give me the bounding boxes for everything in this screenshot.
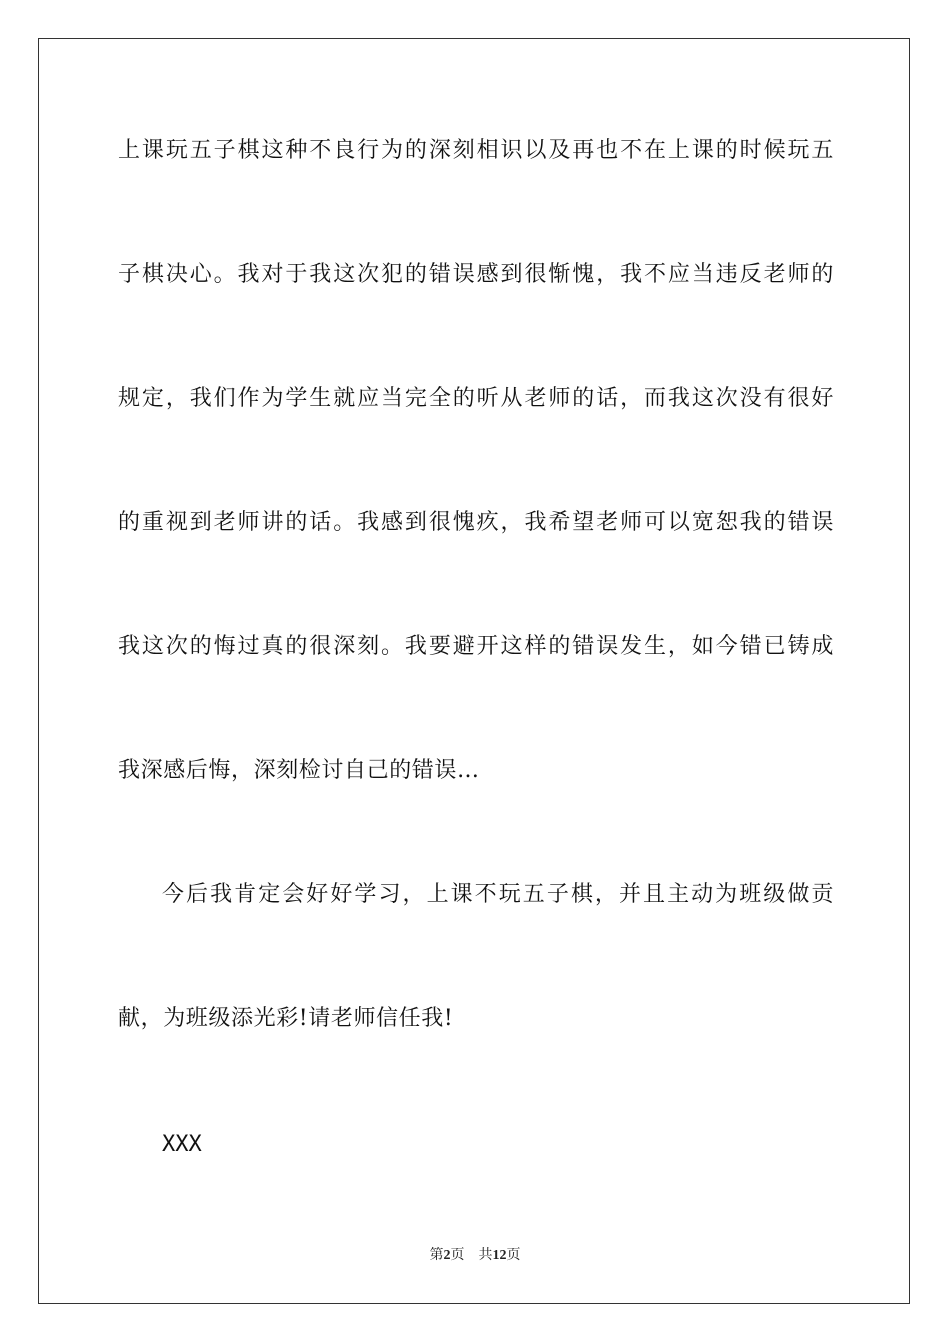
body-line-3: 规定，我们作为学生就应当完全的听从老师的话，而我这次没有很好 xyxy=(118,386,834,411)
page-suffix: 页 xyxy=(450,1247,465,1263)
total-suffix: 页 xyxy=(506,1247,521,1263)
page-border xyxy=(38,38,910,1304)
body-line-6: 我深感后悔，深刻检讨自己的错误… xyxy=(118,758,480,783)
total-prefix: 共 xyxy=(478,1247,493,1263)
body-line-2: 子棋决心。我对于我这次犯的错误感到很惭愧，我不应当违反老师的 xyxy=(118,262,834,287)
page-number: 2 xyxy=(443,1248,451,1263)
page-prefix: 第 xyxy=(429,1247,444,1263)
total-pages: 12 xyxy=(492,1248,507,1263)
signature: XXX xyxy=(162,1132,202,1157)
paragraph2-line-1: 今后我肯定会好好学习，上课不玩五子棋，并且主动为班级做贡 xyxy=(162,882,834,907)
page-footer xyxy=(0,1246,950,1265)
paragraph2-line-2: 献，为班级添光彩!请老师信任我! xyxy=(118,1006,454,1031)
body-line-1: 上课玩五子棋这种不良行为的深刻相识以及再也不在上课的时候玩五 xyxy=(118,138,834,163)
body-line-5: 我这次的悔过真的很深刻。我要避开这样的错误发生，如今错已铸成 xyxy=(118,634,834,659)
body-line-4: 的重视到老师讲的话。我感到很愧疚，我希望老师可以宽恕我的错误 xyxy=(118,510,834,535)
